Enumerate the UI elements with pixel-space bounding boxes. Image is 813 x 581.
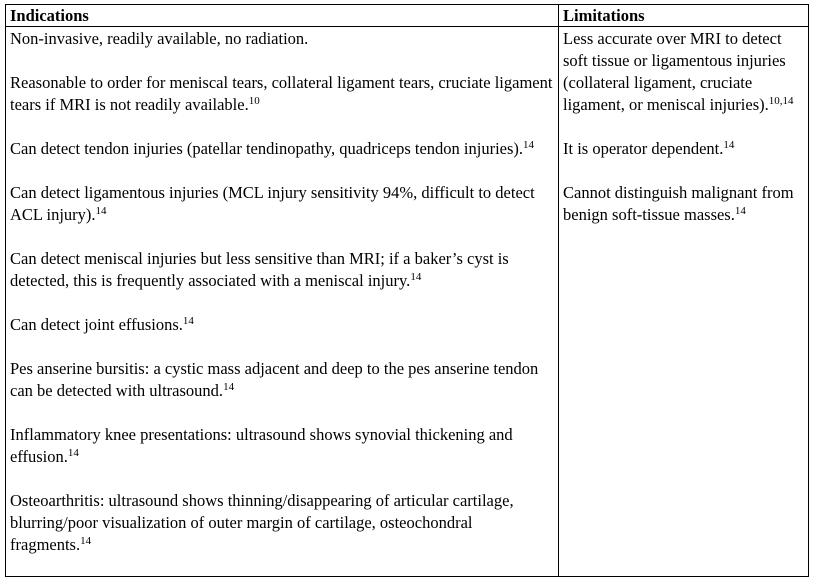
limitations-cell — [559, 27, 809, 577]
indication-item: Can detect joint effusions.$^{14}$ — [10, 315, 194, 334]
reference-superscript: 14 — [80, 535, 92, 547]
reference-superscript: 14 — [223, 381, 235, 393]
reference-superscript: 14 — [182, 315, 194, 327]
indication-item: Can detect ligamentous injuries (MCL injury sensitivity 94%, difficult to detect ACL injury).$^{14}$ — [10, 183, 535, 224]
indication-item: Reasonable to order for meniscal tears, collateral ligament tears, cruciate ligament tears if MRI is not readily available.$^{10}$ — [10, 73, 553, 114]
indications-header: Indications — [6, 5, 559, 27]
reference-superscript: 14 — [523, 139, 535, 151]
indication-item: Non-invasive, readily available, no radiation. — [10, 29, 309, 48]
limitations-header: Limitations — [559, 5, 809, 27]
limitation-item: Less accurate over MRI to detect soft tissue or ligamentous injuries (collateral ligament, cruciate ligament, or meniscal injuries).$^{10,14}$ — [563, 29, 794, 114]
limitation-item: Cannot distinguish malignant from benign soft-tissue masses.$^{14}$ — [563, 183, 794, 224]
indication-item: Pes anserine bursitis: a cystic mass adjacent and deep to the pes anserine tendon can be detected with ultrasound.$^{14}$ — [10, 359, 539, 400]
reference-superscript: 14 — [734, 205, 746, 217]
reference-superscript: 14 — [723, 139, 735, 151]
indication-item: Osteoarthritis: ultrasound shows thinning/disappearing of articular cartilage, blurring/poor visualization of outer margin of cartilage, osteochondral fragments.$^{14}$ — [10, 491, 514, 554]
reference-superscript: 10,14 — [768, 95, 794, 107]
indications-cell — [6, 27, 559, 577]
indication-item: Can detect tendon injuries (patellar tendinopathy, quadriceps tendon injuries).$^{14}$ — [10, 139, 535, 158]
reference-superscript: 14 — [67, 447, 79, 459]
reference-superscript: 14 — [95, 205, 107, 217]
indication-item: Can detect meniscal injuries but less sensitive than MRI; if a baker’s cyst is detected, this is frequently associated with a meniscal injury.$^{14}$ — [10, 249, 509, 290]
indication-item: Inflammatory knee presentations: ultrasound shows synovial thickening and effusion.$^{14}$ — [10, 425, 513, 466]
ultrasound-indications-limitations-table — [5, 4, 809, 577]
limitation-item: It is operator dependent.$^{14}$ — [563, 139, 735, 158]
reference-superscript: 10 — [248, 95, 260, 107]
header-row — [6, 5, 809, 27]
reference-superscript: 14 — [410, 271, 422, 283]
body-row — [6, 27, 809, 577]
